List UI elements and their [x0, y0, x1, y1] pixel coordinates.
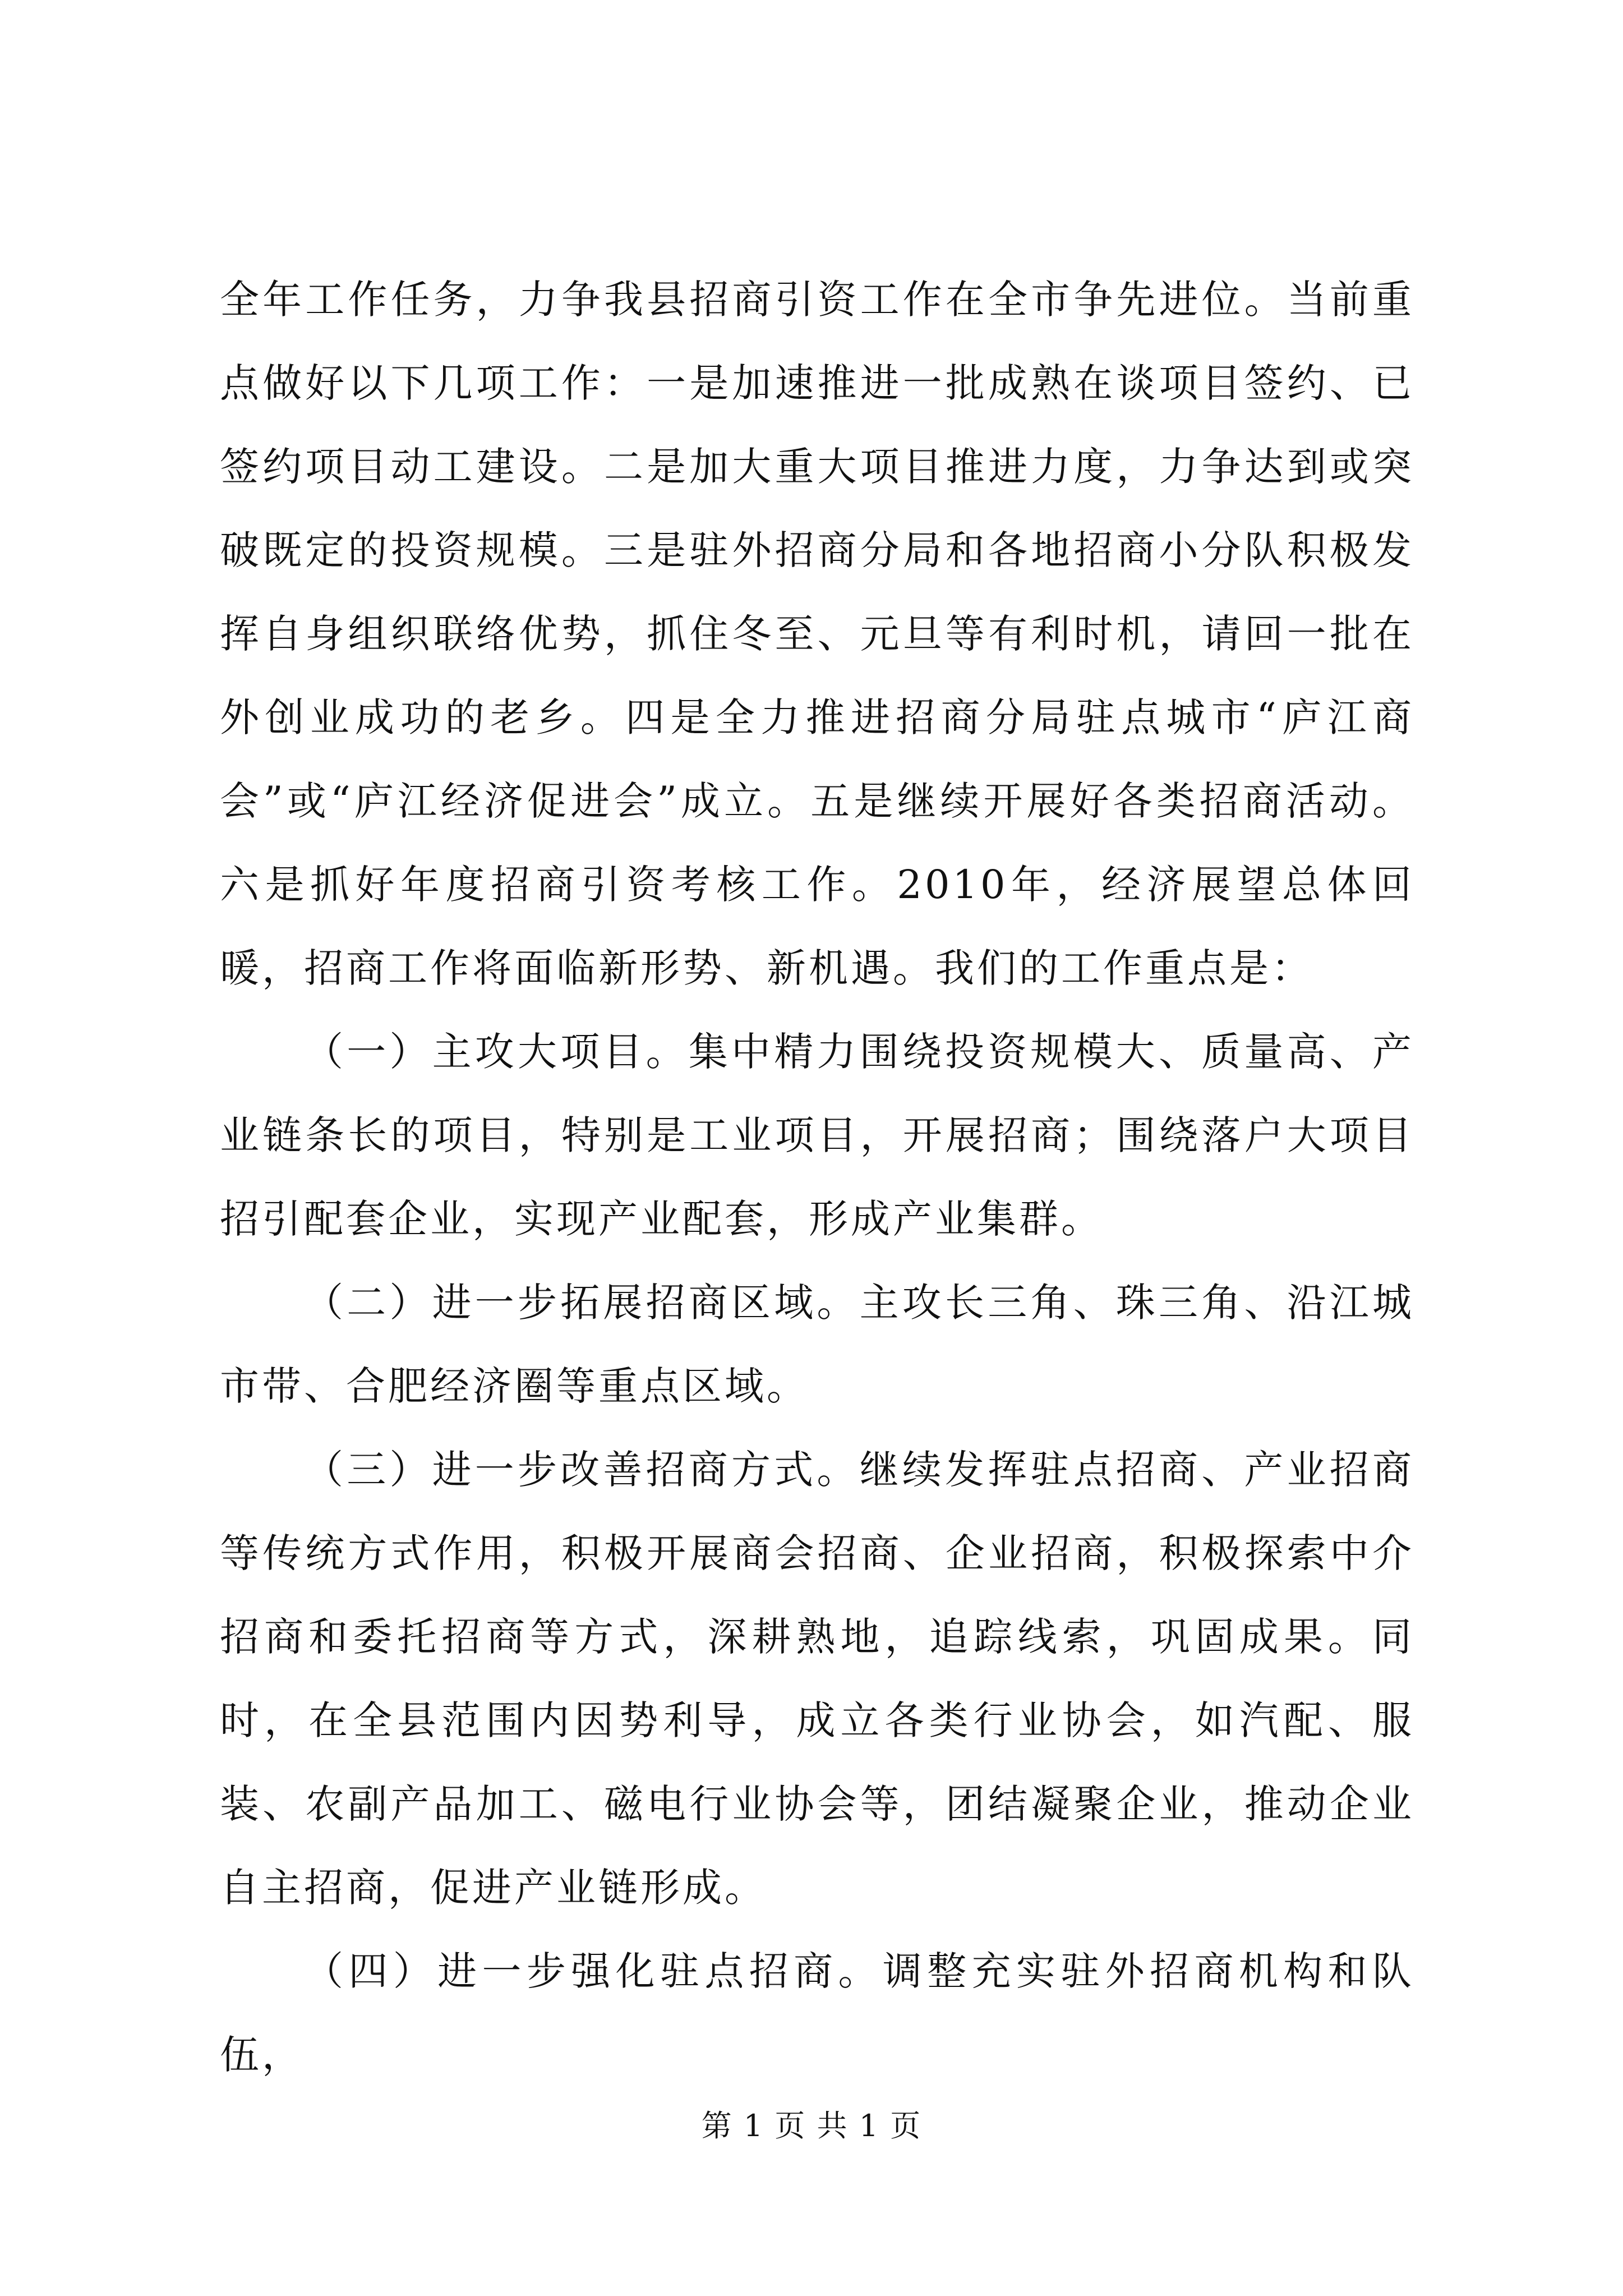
paragraph-section-3: （三）进一步改善招商方式。继续发挥驻点招商、产业招商等传统方式作用，积极开展商会招商、企业招商，积极探索中介招商和委托招商等方式，深耕熟地，追踪线索，巩固成果。同时，在全县范围内因势利导，成立各类行业协会，如汽配、服装、农副产品加工、磁电行业协会等，团结凝聚企业，推动企业自主招商，促进产业链形成。 [220, 1447, 1414, 1911]
page-footer: 第 1 页 共 1 页 [701, 2108, 922, 2143]
paragraph-section-2: （二）进一步拓展招商区域。主攻长三角、珠三角、沿江城市带、合肥经济圈等重点区域。 [220, 1280, 1414, 1409]
document-body [220, 258, 1414, 2097]
paragraph-continuation: 全年工作任务，力争我县招商引资工作在全市争先进位。当前重点做好以下几项工作：一是加速推进一批成熟在谈项目签约、已签约项目动工建设。二是加大重大项目推进力度，力争达到或突破既定的投资规模。三是驻外招商分局和各地招商小分队积极发挥自身组织联络优势，抓住冬至、元旦等有利时机，请回一批在外创业成功的老乡。四是全力推进招商分局驻点城市“庐江商会”或“庐江经济促进会”成立。五是继续开展好各类招商活动。六是抓好年度招商引资考核工作。2010年，经济展望总体回暖，招商工作将面临新形势、新机遇。我们的工作重点是： [220, 277, 1414, 991]
paragraph-section-4: （四）进一步强化驻点招商。调整充实驻外招商机构和队伍， [220, 1948, 1414, 2078]
paragraph-section-1: （一）主攻大项目。集中精力围绕投资规模大、质量高、产业链条长的项目，特别是工业项目，开展招商；围绕落户大项目招引配套企业，实现产业配套，形成产业集群。 [220, 1029, 1414, 1242]
